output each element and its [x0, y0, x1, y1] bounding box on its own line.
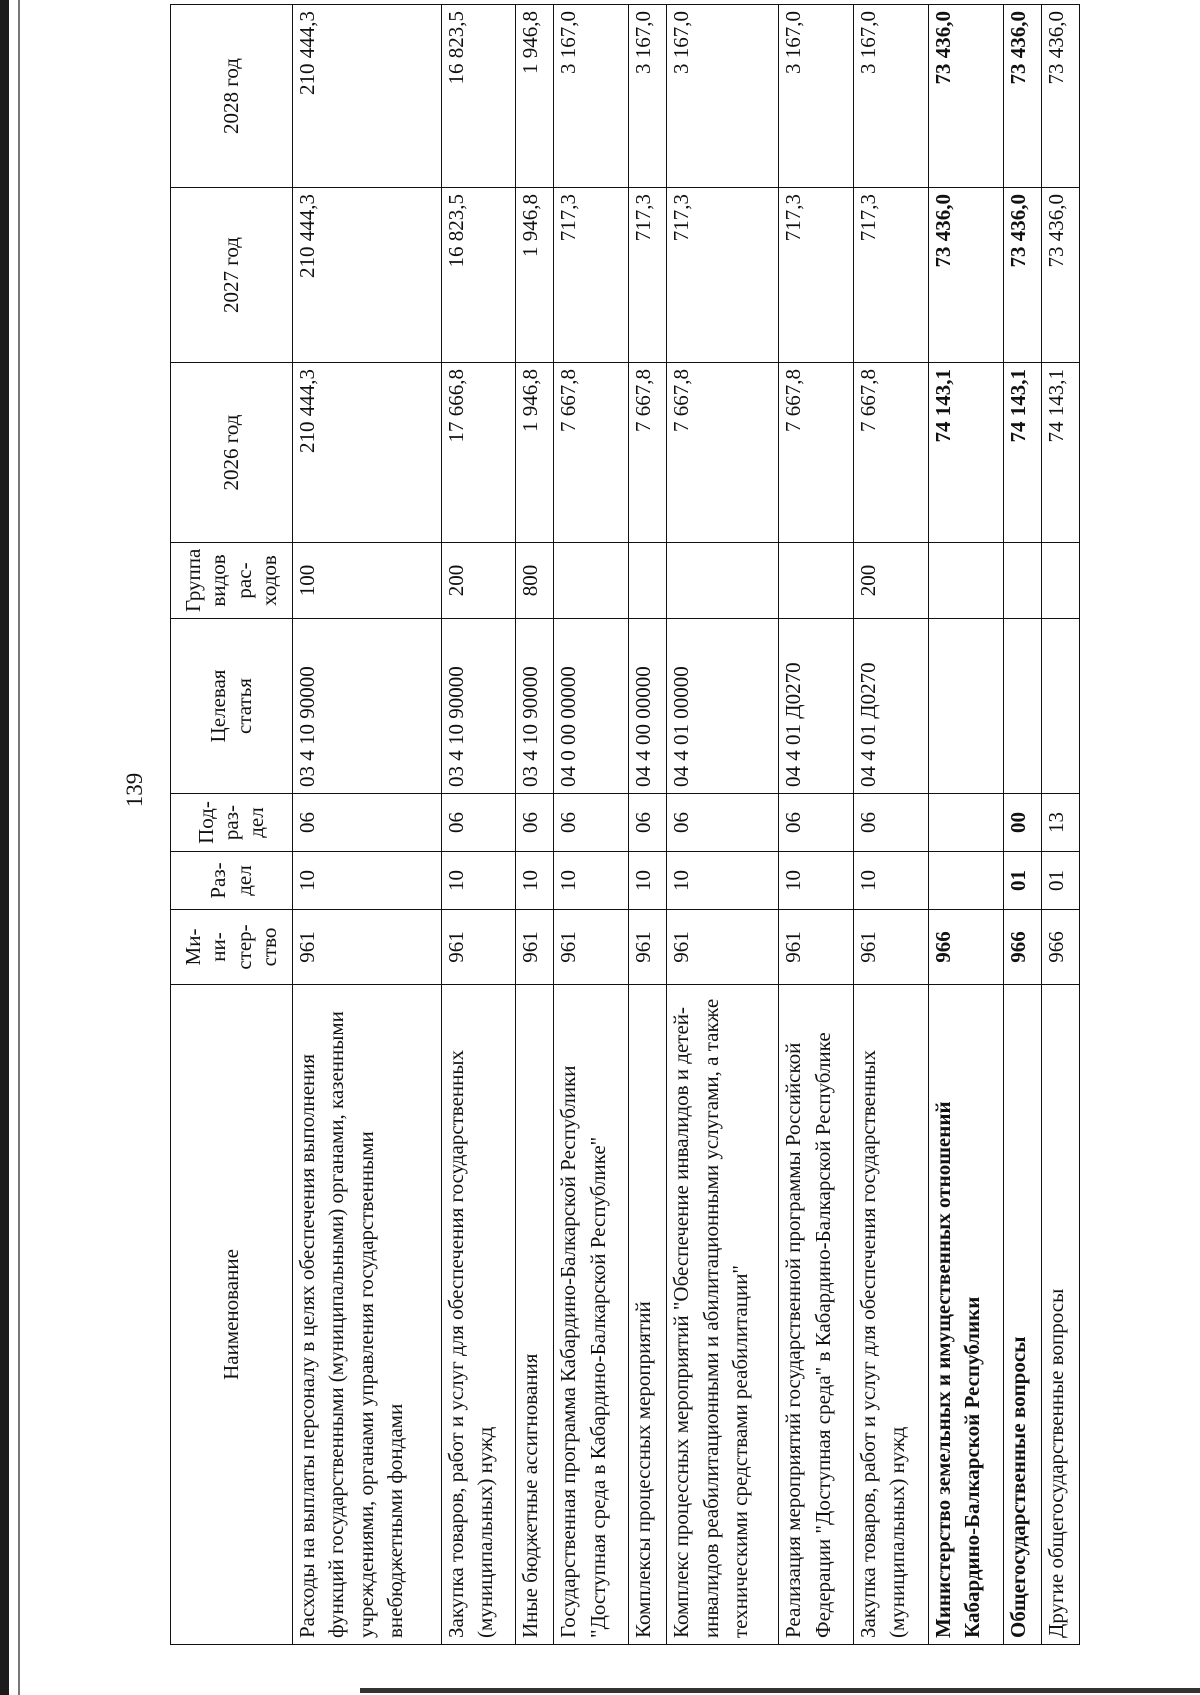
header-2027: 2027 год	[171, 188, 293, 363]
table-row	[1041, 5, 1079, 1645]
cell-2027: 16 823,5	[441, 188, 516, 363]
cell-expense-group	[779, 543, 854, 619]
cell-2028: 3 167,0	[667, 5, 779, 188]
cell-subsection: 06	[293, 794, 442, 852]
table-row	[928, 5, 1003, 1645]
cell-section	[928, 852, 1003, 910]
cell-name: Иные бюджетные ассигнования	[516, 985, 554, 1645]
cell-section: 10	[667, 852, 779, 910]
cell-ministry: 961	[293, 910, 442, 985]
cell-subsection: 06	[441, 794, 516, 852]
table-row	[441, 5, 516, 1645]
cell-2027: 717,3	[667, 188, 779, 363]
page-number: 139	[122, 772, 147, 808]
cell-ministry: 961	[779, 910, 854, 985]
table-row	[516, 5, 554, 1645]
cell-2026: 74 143,1	[1003, 363, 1041, 543]
cell-2026: 7 667,8	[854, 363, 929, 543]
cell-ministry: 961	[554, 910, 629, 985]
cell-subsection	[928, 794, 1003, 852]
table-row	[779, 5, 854, 1645]
cell-2027: 717,3	[554, 188, 629, 363]
cell-2028: 73 436,0	[928, 5, 1003, 188]
cell-2026: 210 444,3	[293, 363, 442, 543]
cell-expense-group	[667, 543, 779, 619]
cell-2026: 7 667,8	[779, 363, 854, 543]
cell-2028: 3 167,0	[629, 5, 667, 188]
cell-target-article: 03 4 10 90000	[441, 619, 516, 794]
cell-ministry: 961	[516, 910, 554, 985]
cell-expense-group	[1041, 543, 1079, 619]
cell-expense-group	[928, 543, 1003, 619]
cell-ministry: 961	[854, 910, 929, 985]
table-header-row	[171, 5, 293, 1645]
header-name: Наименование	[171, 985, 293, 1645]
scan-edge-bottom	[360, 1688, 1200, 1693]
cell-section: 10	[629, 852, 667, 910]
scan-edge-left	[0, 0, 9, 1695]
table-body	[293, 5, 1080, 1645]
cell-section: 10	[854, 852, 929, 910]
budget-table	[170, 4, 1080, 1645]
cell-2026: 17 666,8	[441, 363, 516, 543]
cell-subsection: 06	[779, 794, 854, 852]
cell-subsection: 06	[667, 794, 779, 852]
cell-name: Закупка товаров, работ и услуг для обеспечения государственных (муниципальных) нужд	[441, 985, 516, 1645]
cell-2028: 73 436,0	[1041, 5, 1079, 188]
cell-2027: 717,3	[854, 188, 929, 363]
rotated-page	[170, 5, 1080, 1645]
header-section: Раз- дел	[171, 852, 293, 910]
cell-2027: 73 436,0	[1003, 188, 1041, 363]
cell-2026: 1 946,8	[516, 363, 554, 543]
cell-target-article: 04 4 01 Д0270	[854, 619, 929, 794]
cell-expense-group	[554, 543, 629, 619]
scan-edge-left-thin	[18, 0, 20, 1695]
header-ministry: Ми- ни- стер- ство	[171, 910, 293, 985]
cell-section: 01	[1041, 852, 1079, 910]
cell-target-article: 04 4 01 Д0270	[779, 619, 854, 794]
table-row	[629, 5, 667, 1645]
cell-ministry: 961	[667, 910, 779, 985]
cell-section: 01	[1003, 852, 1041, 910]
cell-target-article	[1003, 619, 1041, 794]
cell-2028: 73 436,0	[1003, 5, 1041, 188]
cell-section: 10	[779, 852, 854, 910]
table-row	[554, 5, 629, 1645]
cell-name: Общегосударственные вопросы	[1003, 985, 1041, 1645]
cell-target-article: 04 4 01 00000	[667, 619, 779, 794]
cell-2028: 1 946,8	[516, 5, 554, 188]
cell-section: 10	[441, 852, 516, 910]
cell-expense-group: 100	[293, 543, 442, 619]
cell-subsection: 00	[1003, 794, 1041, 852]
cell-name: Государственная программа Кабардино-Балкарской Республики "Доступная среда в Кабардино-Балкарской Республике"	[554, 985, 629, 1645]
cell-2027: 1 946,8	[516, 188, 554, 363]
cell-2027: 717,3	[779, 188, 854, 363]
cell-name: Реализация мероприятий государственной программы Российской Федерации "Доступная среда" в Кабардино-Балкарской Республике	[779, 985, 854, 1645]
cell-2027: 717,3	[629, 188, 667, 363]
header-subsection: Под- раз- дел	[171, 794, 293, 852]
cell-ministry: 966	[928, 910, 1003, 985]
cell-2028: 3 167,0	[854, 5, 929, 188]
cell-subsection: 06	[629, 794, 667, 852]
cell-subsection: 13	[1041, 794, 1079, 852]
cell-expense-group: 200	[854, 543, 929, 619]
cell-subsection: 06	[516, 794, 554, 852]
cell-expense-group: 800	[516, 543, 554, 619]
cell-target-article: 04 0 00 00000	[554, 619, 629, 794]
table-row	[1003, 5, 1041, 1645]
cell-ministry: 961	[629, 910, 667, 985]
cell-2028: 3 167,0	[779, 5, 854, 188]
cell-expense-group	[1003, 543, 1041, 619]
cell-2028: 210 444,3	[293, 5, 442, 188]
cell-ministry: 961	[441, 910, 516, 985]
cell-ministry: 966	[1041, 910, 1079, 985]
cell-target-article	[1041, 619, 1079, 794]
cell-2026: 7 667,8	[554, 363, 629, 543]
table-row	[854, 5, 929, 1645]
header-2026: 2026 год	[171, 363, 293, 543]
header-expense-group: Группа видов рас- ходов	[171, 543, 293, 619]
cell-subsection: 06	[554, 794, 629, 852]
cell-name: Комплекс процессных мероприятий "Обеспечение инвалидов и детей-инвалидов реабилитационными и абилитационными услугами, а также техническими средствами реабилитации"	[667, 985, 779, 1645]
cell-2028: 3 167,0	[554, 5, 629, 188]
header-2028: 2028 год	[171, 5, 293, 188]
cell-2027: 210 444,3	[293, 188, 442, 363]
cell-name: Министерство земельных и имущественных отношений Кабардино-Балкарской Республики	[928, 985, 1003, 1645]
header-target-article: Целевая статья	[171, 619, 293, 794]
cell-2027: 73 436,0	[928, 188, 1003, 363]
table-row	[667, 5, 779, 1645]
cell-section: 10	[516, 852, 554, 910]
cell-2027: 73 436,0	[1041, 188, 1079, 363]
cell-2026: 74 143,1	[1041, 363, 1079, 543]
cell-2026: 74 143,1	[928, 363, 1003, 543]
cell-target-article	[928, 619, 1003, 794]
cell-name: Комплексы процессных мероприятий	[629, 985, 667, 1645]
cell-subsection: 06	[854, 794, 929, 852]
cell-target-article: 03 4 10 90000	[516, 619, 554, 794]
cell-name: Другие общегосударственные вопросы	[1041, 985, 1079, 1645]
cell-expense-group	[629, 543, 667, 619]
cell-section: 10	[293, 852, 442, 910]
cell-name: Расходы на выплаты персоналу в целях обеспечения выполнения функций государственными (муниципальными) органами, казенными учреждениями, органами управления государственными внебюджетными фондами	[293, 985, 442, 1645]
cell-ministry: 966	[1003, 910, 1041, 985]
cell-name: Закупка товаров, работ и услуг для обеспечения государственных (муниципальных) нужд	[854, 985, 929, 1645]
cell-2028: 16 823,5	[441, 5, 516, 188]
cell-section: 10	[554, 852, 629, 910]
cell-target-article: 03 4 10 90000	[293, 619, 442, 794]
table-row	[293, 5, 442, 1645]
cell-target-article: 04 4 00 00000	[629, 619, 667, 794]
cell-2026: 7 667,8	[667, 363, 779, 543]
cell-2026: 7 667,8	[629, 363, 667, 543]
cell-expense-group: 200	[441, 543, 516, 619]
